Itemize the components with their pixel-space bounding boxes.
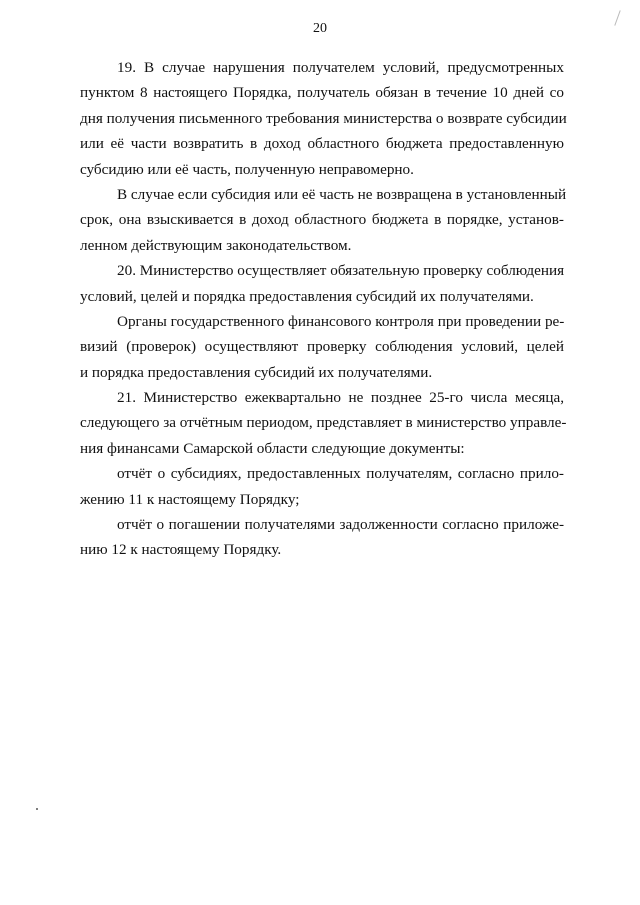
text-line: срок, она взыскивается в доход областного бюджета в порядке, установ- (80, 211, 564, 229)
text-line: следующего за отчётным периодом, представляет в министерство управле- (80, 414, 567, 432)
text-line: ния финансами Самарской области следующие документы: (80, 439, 465, 457)
scan-speck (36, 808, 38, 810)
paragraph-21 (80, 385, 567, 461)
text-line: ленном действующим законодательством. (80, 236, 352, 254)
paragraph-19 (80, 55, 567, 182)
text-line: или её части возвратить в доход областного бюджета предоставленную (80, 135, 564, 153)
text-line: дня получения письменного требования министерства о возврате субсидии (80, 109, 567, 127)
text-line: В случае если субсидия или её часть не возвращена в установленный (117, 185, 567, 203)
text-line: 20. Министерство осуществляет обязательную проверку соблюдения (117, 262, 565, 280)
paragraph-20 (80, 258, 564, 309)
text-line: Органы государственного финансового контроля при проведении ре- (117, 312, 565, 330)
paragraph-recovery (80, 182, 567, 258)
page-number: 20 (313, 21, 327, 36)
text-line: субсидию или её часть, полученную неправомерно. (80, 160, 414, 178)
text-line: отчёт о погашении получателями задолженности согласно приложе- (117, 516, 564, 534)
text-line: визий (проверок) осуществляют проверку соблюдения условий, целей (80, 338, 564, 356)
text-line: нию 12 к настоящему Порядку. (80, 541, 282, 559)
text-line: 21. Министерство ежеквартально не позднее 25-го числа месяца, (117, 389, 564, 407)
body-text (80, 55, 567, 563)
paragraph-report-debt (80, 512, 564, 563)
text-line: пунктом 8 настоящего Порядка, получатель обязан в течение 10 дней со (80, 84, 564, 102)
text-line: и порядка предоставления субсидий их получателями. (80, 363, 433, 381)
text-line: отчёт о субсидиях, предоставленных получателям, согласно прило- (117, 465, 564, 483)
paragraph-report-subsidies (80, 461, 564, 512)
text-line: 19. В случае нарушения получателем условий, предусмотренных (117, 59, 564, 76)
text-line: условий, целей и порядка предоставления субсидий их получателями. (80, 287, 534, 305)
paragraph-financial-control (80, 309, 564, 385)
text-line: жению 11 к настоящему Порядку; (80, 490, 300, 508)
